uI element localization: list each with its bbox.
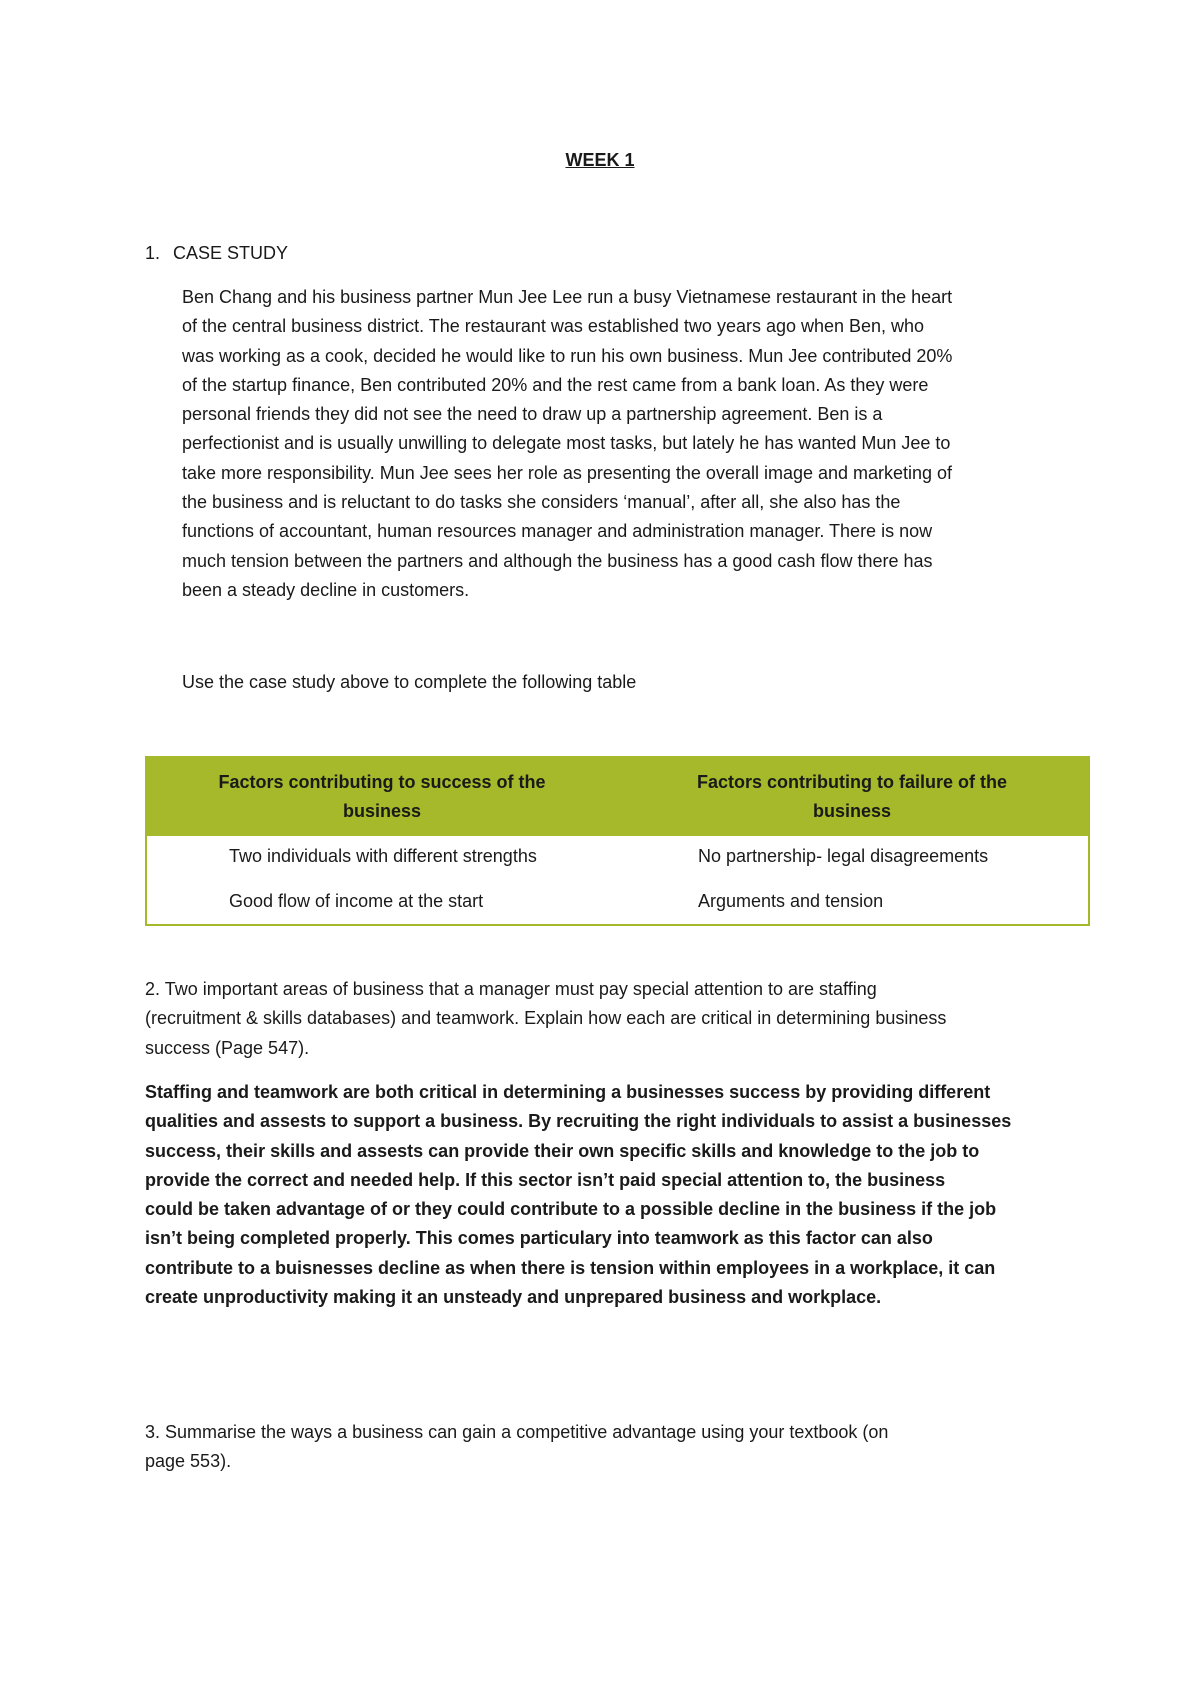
case-study-line: of the central business district. The restaurant was established two years ago when Ben, who [182,316,925,337]
case-study-line: Ben Chang and his business partner Mun Jee Lee run a busy Vietnamese restaurant in the heart [182,287,953,307]
case-study-line: been a steady decline in customers. [182,579,470,600]
answer-line: could be taken advantage of or they could contribute to a possible decline in the business if the job [145,1199,997,1220]
answer-line: Staffing and teamwork are both critical in determining a businesses success by providing different [145,1082,991,1102]
answer-line: create unproductivity making it an unsteady and unprepared business and workplace. [145,1287,882,1308]
question-3-line: 3. Summarise the ways a business can gain a competitive advantage using your textbook (on [145,1422,889,1442]
header-failure [662,768,1042,826]
case-study-line: much tension between the partners and although the business has a good cash flow there has [182,550,933,571]
answer-line: success, their skills and assests can provide their own specific skills and knowledge to the job to [145,1140,980,1161]
case-study-line: take more responsibility. Mun Jee sees her role as presenting the overall image and marketing of [182,462,953,483]
section-heading [145,243,288,264]
header-success-line: Factors contributing to success of the [218,772,546,792]
question-2 [145,975,1085,1063]
table-cell-success: Good flow of income at the start [229,891,484,911]
answer-line: isn’t being completed properly. This comes particulary into teamwork as this factor can also [145,1228,933,1249]
table-header-row [147,758,1088,836]
question-3 [145,1418,888,1477]
case-study-line: functions of accountant, human resources manager and administration manager. There is now [182,521,933,542]
answer-line: qualities and assests to support a business. By recruiting the right individuals to assist a businesses [145,1111,1012,1132]
header-success-line: business [342,801,422,821]
question-2-answer [145,1078,1090,1312]
factors-table [145,756,1090,926]
section-number: 1. [145,243,161,263]
section-heading-text: CASE STUDY [173,243,289,263]
case-study-line: perfectionist and is usually unwilling to delegate most tasks, but lately he has wanted Mun Jee to [182,433,951,454]
question-2-line: (recruitment & skills databases) and teamwork. Explain how each are critical in determining business [145,1008,947,1029]
header-success [202,768,562,826]
answer-line: provide the correct and needed help. If this sector isn’t paid special attention to, the business [145,1169,946,1190]
page-title: WEEK 1 [565,150,635,170]
table-cell-success: Two individuals with different strengths [229,846,537,866]
table-instruction: Use the case study above to complete the following table [182,672,637,692]
case-study-line: was working as a cook, decided he would like to run his own business. Mun Jee contributed 20% [182,345,953,366]
case-study-line: the business and is reluctant to do tasks she considers ‘manual’, after all, she also has the [182,492,901,513]
case-study-line: personal friends they did not see the need to draw up a partnership agreement. Ben is a [182,404,883,425]
case-study-line: of the startup finance, Ben contributed 20% and the rest came from a bank loan. As they were [182,374,929,395]
header-failure-line: Factors contributing to failure of the [697,772,1007,792]
table-cell-failure: No partnership- legal disagreements [698,846,989,866]
question-3-line: page 553). [145,1451,232,1472]
table-cell-failure: Arguments and tension [698,891,884,911]
answer-line: contribute to a buisnesses decline as when there is tension within employees in a workplace, it can [145,1257,996,1278]
header-failure-line: business [812,801,892,821]
case-study-paragraph [182,283,1082,605]
question-2-line: success (Page 547). [145,1037,310,1058]
question-2-line: 2. Two important areas of business that a manager must pay special attention to are staffing [145,979,877,999]
